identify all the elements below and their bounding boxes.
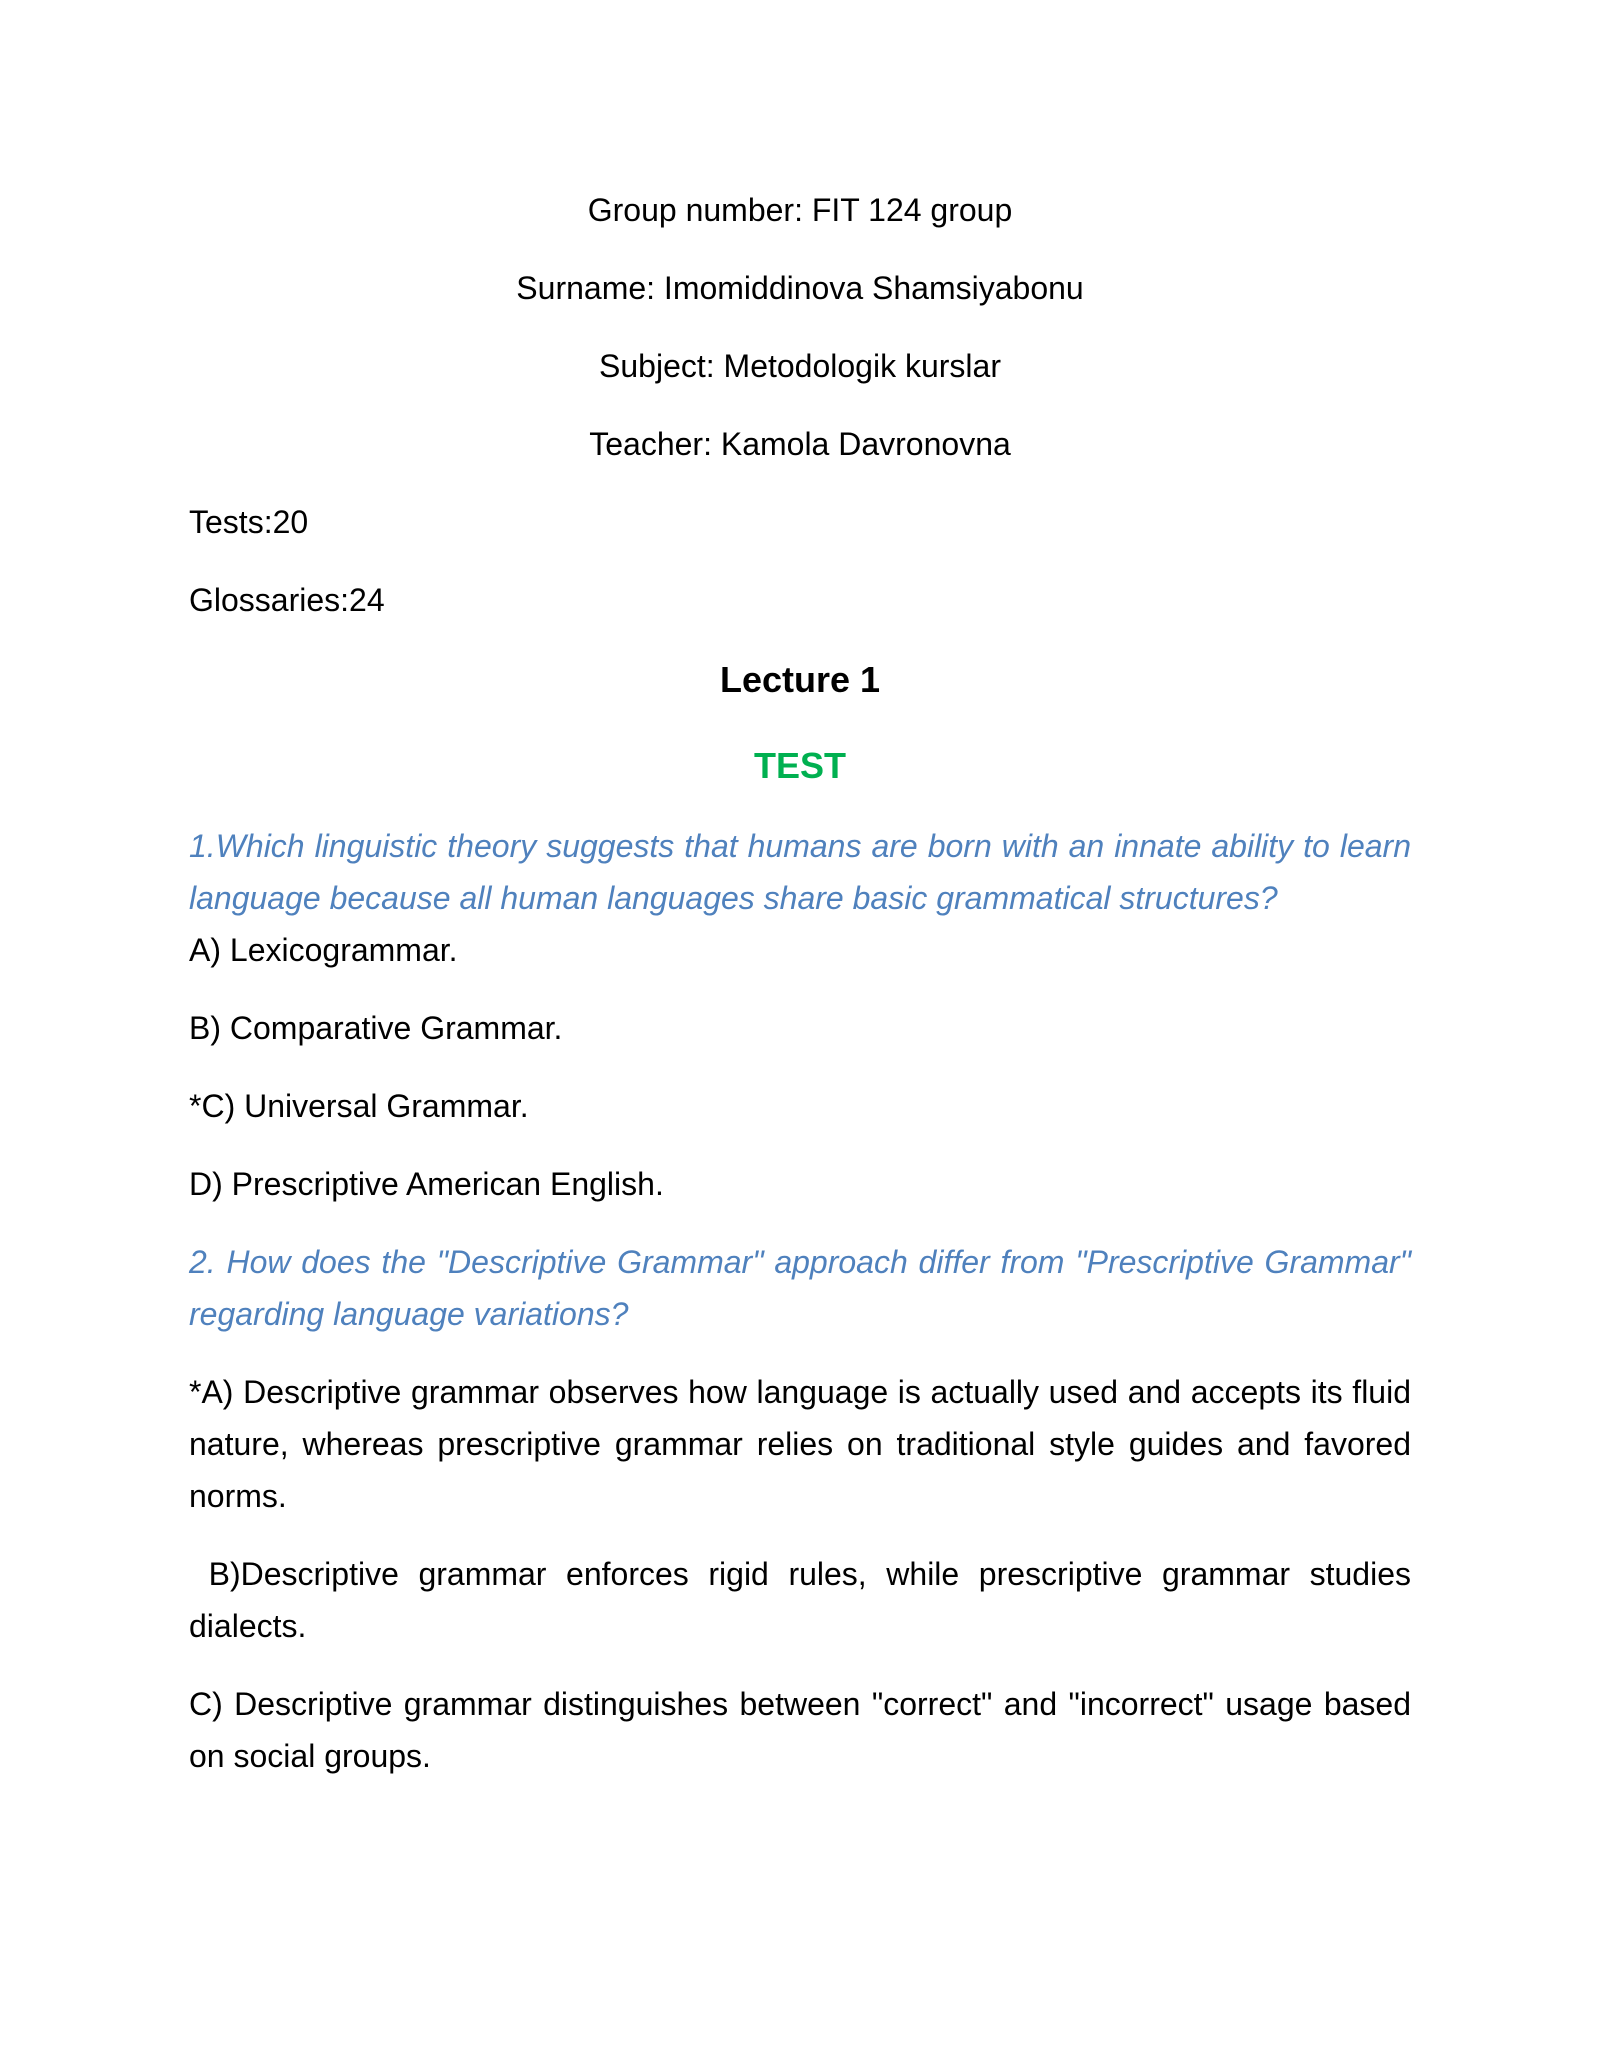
question-2-option-c: C) Descriptive grammar distinguishes between "correct" and "incorrect" usage based on social groups. [189, 1686, 1411, 1774]
question-1-option-a: A) Lexicogrammar. [189, 932, 458, 968]
surname: Surname: Imomiddinova Shamsiyabonu [516, 270, 1084, 306]
question-2: 2. How does the "Descriptive Grammar" approach differ from "Prescriptive Grammar" regarding language variations? [189, 1244, 1411, 1332]
question-2-option-a: *A) Descriptive grammar observes how language is actually used and accepts its fluid nature, whereas prescriptive grammar relies on traditional style guides and favored norms. [189, 1374, 1411, 1514]
tests-count: Tests:20 [189, 504, 309, 540]
teacher: Teacher: Kamola Davronovna [589, 426, 1011, 462]
question-1: 1.Which linguistic theory suggests that humans are born with an innate ability to learn language because all human languages share basic grammatical structures? [189, 828, 1411, 916]
question-1-option-d: D) Prescriptive American English. [189, 1166, 664, 1202]
question-1-option-b: B) Comparative Grammar. [189, 1010, 563, 1046]
glossaries-count: Glossaries:24 [189, 582, 385, 618]
lecture-title: Lecture 1 [719, 659, 881, 700]
question-1-option-c: *C) Universal Grammar. [189, 1088, 529, 1124]
subject: Subject: Metodologik kurslar [599, 348, 1001, 384]
group-number: Group number: FIT 124 group [587, 192, 1013, 228]
test-heading: TEST [753, 745, 846, 786]
question-2-option-b: B)Descriptive grammar enforces rigid rules, while prescriptive grammar studies dialects. [189, 1556, 1420, 1644]
